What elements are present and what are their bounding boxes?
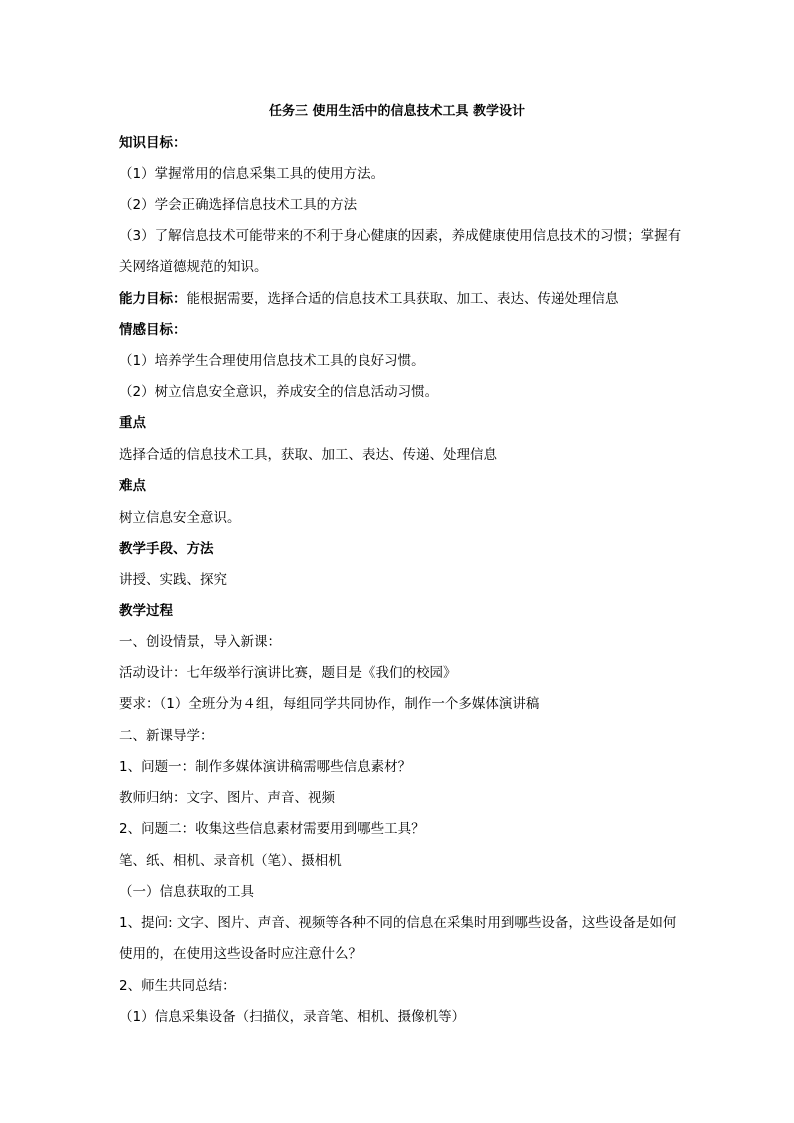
process-line: 教师归纳：文字、图片、声音、视频 xyxy=(119,790,335,806)
process-line: （1）信息采集设备（扫描仪，录音笔、相机、摄像机等） xyxy=(119,1009,466,1025)
process-line: 要求：（1）全班分为４组，每组同学共同协作，制作一个多媒体演讲稿 xyxy=(119,696,540,712)
ability-goal-text: 能根据需要，选择合适的信息技术工具获取、加工、表达、传递处理信息 xyxy=(186,291,619,307)
knowledge-goals-heading: 知识目标： xyxy=(119,135,187,151)
difficulty-text: 树立信息安全意识。 xyxy=(119,510,241,526)
process-line: 活动设计：七年级举行演讲比赛，题目是《我们的校园》 xyxy=(119,665,457,681)
difficulty-heading: 难点 xyxy=(119,478,146,494)
emotion-goal-1: （1）培养学生合理使用信息技术工具的良好习惯。 xyxy=(119,353,425,369)
methods-text: 讲授、实践、探究 xyxy=(119,572,227,588)
process-line: 一、创设情景，导入新课： xyxy=(119,634,281,650)
process-line: 2、问题二：收集这些信息素材需要用到哪些工具？ xyxy=(119,821,425,837)
key-point-heading: 重点 xyxy=(119,415,146,431)
emotion-goals-heading: 情感目标： xyxy=(119,322,187,338)
key-point-text: 选择合适的信息技术工具，获取、加工、表达、传递、处理信息 xyxy=(119,447,497,463)
document-title: 任务三 使用生活中的信息技术工具 教学设计 xyxy=(268,104,526,119)
process-line: （一）信息获取的工具 xyxy=(119,884,254,900)
process-line: 1、问题一：制作多媒体演讲稿需哪些信息素材？ xyxy=(119,759,412,775)
emotion-goal-2: （2）树立信息安全意识，养成安全的信息活动习惯。 xyxy=(119,384,439,400)
ability-goal xyxy=(119,290,689,308)
process-line: 二、新课导学： xyxy=(119,728,214,744)
process-line: 笔、纸、相机、录音机（笔）、摄相机 xyxy=(119,853,342,869)
knowledge-goal-3: （3）了解信息技术可能带来的不利于身心健康的因素，养成健康使用信息技术的习惯；掌握有关网络道德规范的知识。 xyxy=(119,228,682,275)
knowledge-goal-1: （1）掌握常用的信息采集工具的使用方法。 xyxy=(119,166,385,182)
ability-goal-heading: 能力目标： xyxy=(119,291,187,307)
methods-heading: 教学手段、方法 xyxy=(119,541,214,557)
knowledge-goal-2: （2）学会正确选择信息技术工具的方法 xyxy=(119,197,358,213)
process-line: 1、提问: 文字、图片、声音、视频等各种不同的信息在采集时用到哪些设备，这些设备是如何使用的，在使用这些设备时应注意什么？ xyxy=(119,915,677,962)
process-heading: 教学过程 xyxy=(119,603,173,619)
process-line: 2、师生共同总结： xyxy=(119,978,236,994)
